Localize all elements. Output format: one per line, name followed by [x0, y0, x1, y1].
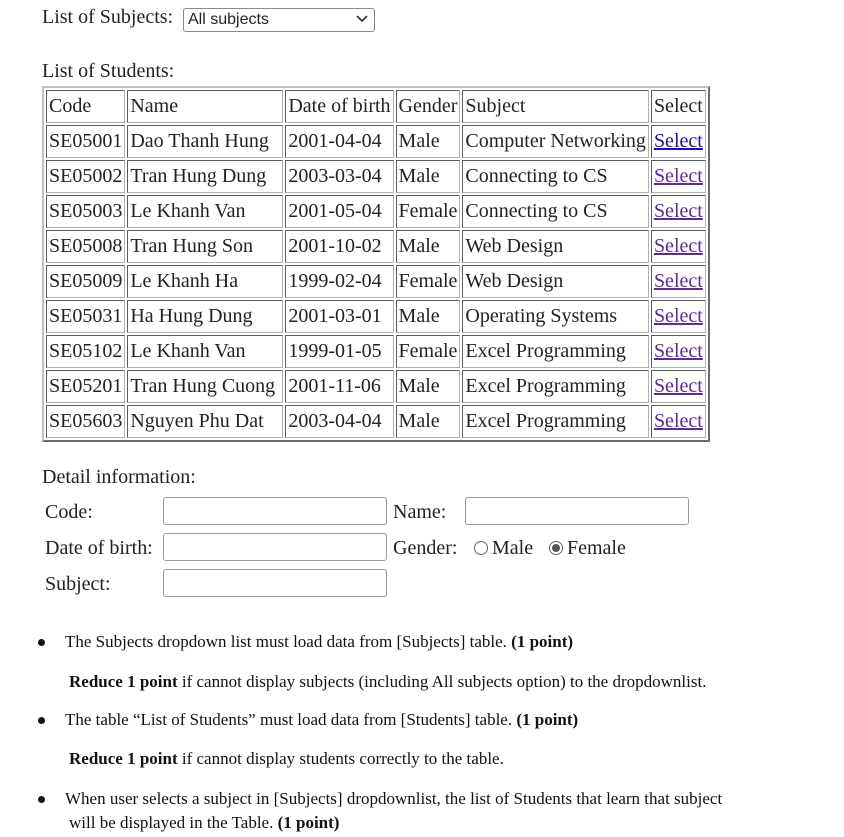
requirement-1-note-bold: Reduce 1 point — [69, 672, 178, 691]
select-link[interactable]: Select — [653, 165, 703, 187]
cell-gender: Male — [396, 300, 461, 333]
header-select: Select — [651, 90, 706, 123]
cell-name: Tran Hung Cuong — [127, 370, 283, 403]
code-label: Code: — [45, 501, 93, 523]
requirement-3-points: (1 point) — [277, 813, 340, 832]
table-row — [46, 265, 706, 298]
requirement-3-line2 — [69, 813, 339, 833]
requirement-3-text2: will be displayed in the Table. — [69, 813, 278, 832]
cell-dob: 2001-05-04 — [285, 195, 393, 228]
header-gender: Gender — [396, 90, 461, 123]
table-row — [46, 125, 706, 158]
gender-male-label: Male — [492, 537, 534, 559]
cell-subject: Connecting to CS — [462, 195, 649, 228]
header-code: Code — [46, 90, 125, 123]
cell-select — [651, 125, 706, 158]
cell-dob: 2001-03-01 — [285, 300, 393, 333]
requirement-3-text: When user selects a subject in [Subjects] dropdownlist, the list of Students that learn that subject — [65, 789, 723, 808]
table-header-row — [46, 90, 706, 123]
subject-input[interactable] — [163, 569, 387, 597]
cell-name: Tran Hung Dung — [127, 160, 283, 193]
cell-select — [651, 160, 706, 193]
cell-subject: Excel Programming — [462, 335, 649, 368]
cell-gender: Male — [396, 370, 461, 403]
cell-select — [651, 335, 706, 368]
cell-code: SE05002 — [46, 160, 125, 193]
select-link[interactable]: Select — [653, 375, 703, 397]
students-table — [42, 86, 710, 442]
cell-gender: Female — [396, 195, 461, 228]
cell-name: Le Khanh Van — [127, 195, 283, 228]
table-row — [46, 405, 706, 438]
cell-subject: Operating Systems — [462, 300, 649, 333]
name-label: Name: — [393, 501, 447, 523]
cell-gender: Female — [396, 265, 461, 298]
dob-input[interactable] — [163, 533, 387, 561]
gender-female-radio[interactable] — [549, 541, 563, 555]
cell-gender: Male — [396, 230, 461, 263]
cell-dob: 2003-03-04 — [285, 160, 393, 193]
cell-select — [651, 230, 706, 263]
bullet-icon — [38, 639, 45, 646]
cell-gender: Male — [396, 405, 461, 438]
requirement-2 — [65, 710, 578, 730]
header-subject: Subject — [462, 90, 649, 123]
table-row — [46, 195, 706, 228]
cell-gender: Male — [396, 160, 461, 193]
requirement-2-points: (1 point) — [516, 710, 579, 729]
requirement-2-note-bold: Reduce 1 point — [69, 749, 178, 768]
requirement-2-text: The table “List of Students” must load data from [Students] table. — [65, 710, 517, 729]
gender-female-label: Female — [567, 537, 626, 559]
table-row — [46, 230, 706, 263]
cell-dob: 2001-04-04 — [285, 125, 393, 158]
select-link[interactable]: Select — [653, 130, 703, 152]
subjects-dropdown-value: All subjects — [188, 11, 269, 28]
cell-subject: Web Design — [462, 265, 649, 298]
code-input[interactable] — [163, 497, 387, 525]
cell-code: SE05603 — [46, 405, 125, 438]
select-link[interactable]: Select — [653, 235, 703, 257]
cell-name: Ha Hung Dung — [127, 300, 283, 333]
table-row — [46, 370, 706, 403]
bullet-icon — [38, 717, 45, 724]
requirement-1-text: The Subjects dropdown list must load data from [Subjects] table. — [65, 632, 512, 651]
cell-select — [651, 195, 706, 228]
cell-select — [651, 370, 706, 403]
name-input[interactable] — [465, 497, 689, 525]
cell-code: SE05009 — [46, 265, 125, 298]
cell-code: SE05003 — [46, 195, 125, 228]
requirement-2-note-text: if cannot display students correctly to the table. — [177, 749, 504, 768]
cell-dob: 1999-02-04 — [285, 265, 393, 298]
cell-name: Dao Thanh Hung — [127, 125, 283, 158]
subjects-label: List of Subjects: — [42, 6, 174, 28]
cell-name: Le Khanh Ha — [127, 265, 283, 298]
cell-dob: 2003-04-04 — [285, 405, 393, 438]
requirement-2-note — [69, 749, 504, 769]
cell-name: Le Khanh Van — [127, 335, 283, 368]
table-row — [46, 300, 706, 333]
cell-subject: Connecting to CS — [462, 160, 649, 193]
requirement-3 — [65, 789, 722, 809]
chevron-down-icon — [356, 14, 368, 24]
bullet-icon — [38, 796, 45, 803]
requirement-1-points: (1 point) — [511, 632, 574, 651]
select-link[interactable]: Select — [653, 305, 703, 327]
table-row — [46, 160, 706, 193]
gender-label: Gender: — [393, 537, 458, 559]
cell-gender: Female — [396, 335, 461, 368]
detail-label: Detail information: — [42, 466, 196, 488]
requirement-1-note-text: if cannot display subjects (including All subjects option) to the dropdownlist. — [177, 672, 707, 691]
dob-label: Date of birth: — [45, 537, 153, 559]
table-row — [46, 335, 706, 368]
header-dob: Date of birth — [285, 90, 393, 123]
cell-select — [651, 300, 706, 333]
cell-select — [651, 405, 706, 438]
cell-subject: Excel Programming — [462, 405, 649, 438]
cell-name: Tran Hung Son — [127, 230, 283, 263]
cell-code: SE05001 — [46, 125, 125, 158]
cell-subject: Excel Programming — [462, 370, 649, 403]
cell-name: Nguyen Phu Dat — [127, 405, 283, 438]
cell-subject: Computer Networking — [462, 125, 649, 158]
gender-male-radio[interactable] — [474, 541, 488, 555]
header-name: Name — [127, 90, 283, 123]
cell-dob: 2001-10-02 — [285, 230, 393, 263]
subjects-dropdown[interactable] — [183, 8, 375, 32]
cell-code: SE05031 — [46, 300, 125, 333]
cell-code: SE05008 — [46, 230, 125, 263]
cell-subject: Web Design — [462, 230, 649, 263]
select-link[interactable]: Select — [653, 410, 703, 432]
cell-dob: 1999-01-05 — [285, 335, 393, 368]
cell-select — [651, 265, 706, 298]
requirement-1-note — [69, 672, 706, 692]
cell-gender: Male — [396, 125, 461, 158]
select-link[interactable]: Select — [653, 200, 703, 222]
requirement-1 — [65, 632, 573, 652]
students-label: List of Students: — [42, 60, 175, 82]
cell-code: SE05201 — [46, 370, 125, 403]
select-link[interactable]: Select — [653, 270, 703, 292]
cell-dob: 2001-11-06 — [285, 370, 393, 403]
cell-code: SE05102 — [46, 335, 125, 368]
select-link[interactable]: Select — [653, 340, 703, 362]
subject-label: Subject: — [45, 573, 111, 595]
